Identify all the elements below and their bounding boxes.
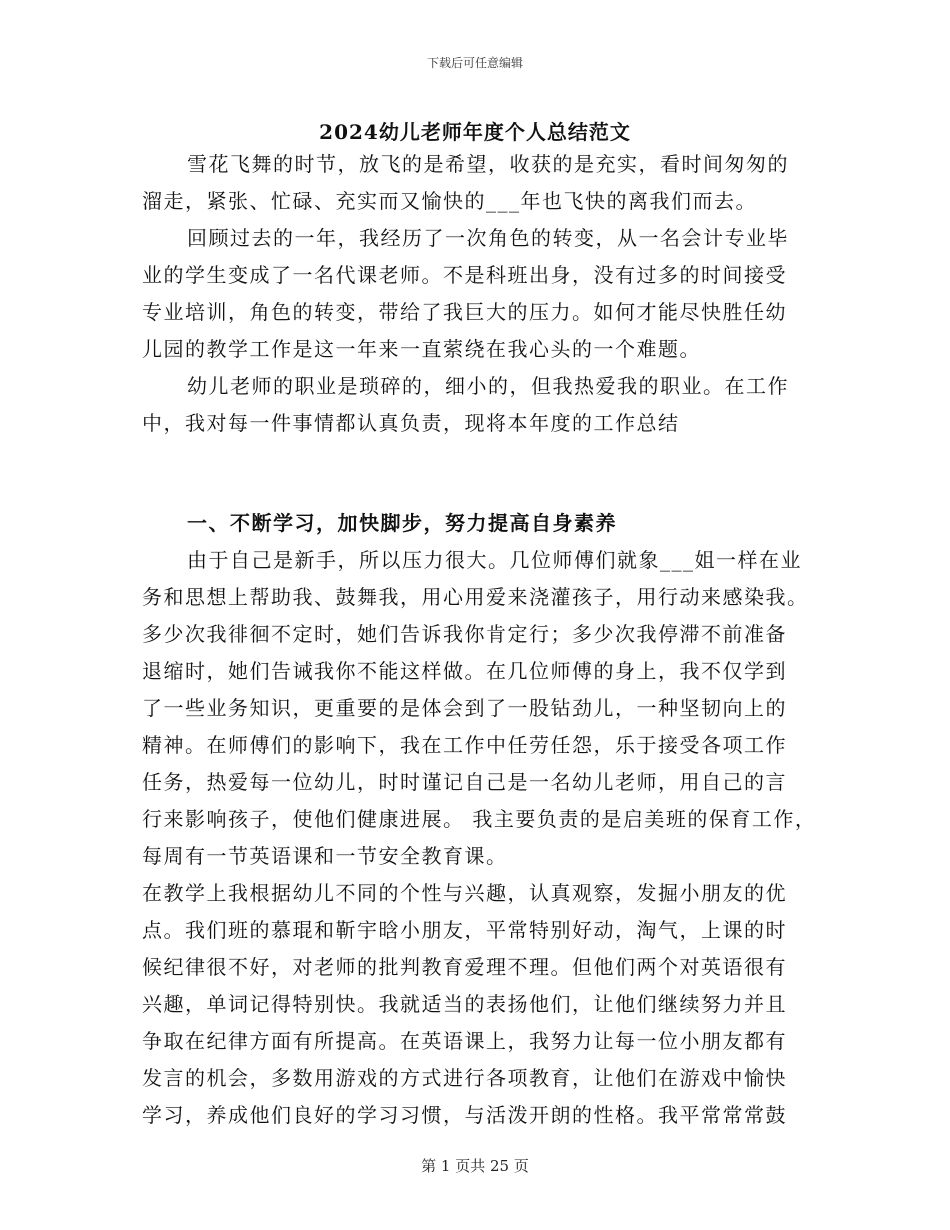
paragraph-line: 业的学生变成了一名代课老师。不是科班出身，没有过多的时间接受: [142, 263, 787, 287]
paragraph-line: 发言的机会，多数用游戏的方式进行各项教育，让他们在游戏中愉快: [142, 1066, 787, 1090]
paragraph-line: 退缩时，她们告诫我你不能这样做。在几位师傅的身上，我不仅学到: [142, 659, 787, 683]
paragraph-line: 兴趣，单词记得特别快。我就适当的表扬他们，让他们继续努力并且: [142, 992, 787, 1016]
blank-line: [142, 442, 814, 479]
paragraph-line: 雪花飞舞的时节，放飞的是希望，收获的是充实，看时间匆匆的: [187, 152, 789, 176]
paragraph-line: 专业培训，角色的转变，带给了我巨大的压力。如何才能尽快胜任幼: [142, 300, 787, 324]
paragraph-line: 幼儿老师的职业是琐碎的，细小的，但我热爱我的职业。在工作: [187, 374, 789, 398]
paragraph-line: 学习，养成他们良好的学习习惯，与活泼开朗的性格。我平常常常鼓: [142, 1103, 787, 1127]
paragraph-line: 精神。在师傅们的影响下，我在工作中任劳任怨，乐于接受各项工作: [142, 733, 787, 757]
document-body: [142, 146, 817, 1134]
paragraph-line: 了一些业务知识，更重要的是体会到了一股钻劲儿，一种坚韧向上的: [142, 696, 787, 720]
paragraph-line: 行来影响孩子，使他们健康进展。 我主要负责的是启美班的保育工作，: [142, 807, 817, 831]
paragraph-line: 儿园的教学工作是这一年来一直萦绕在我心头的一个难题。: [142, 337, 701, 361]
paragraph-line: 由于自己是新手，所以压力很大。几位师傅们就象___姐一样在业: [187, 548, 802, 572]
paragraph-line: 争取在纪律方面有所提高。在英语课上，我努力让每一位小朋友都有: [142, 1029, 787, 1053]
page-footer-number: 第 1 页共 25 页: [421, 1157, 529, 1175]
paragraph-line: 每周有一节英语课和一节安全教育课。: [142, 844, 508, 868]
paragraph-line: 点。我们班的慕琨和靳宇晗小朋友，平常特别好动，淘气，上课的时: [142, 918, 787, 942]
paragraph-line: 在教学上我根据幼儿不同的个性与兴趣，认真观察，发掘小朋友的优: [142, 881, 787, 905]
paragraph-line: 溜走，紧张、忙碌、充实而又愉快的___年也飞快的离我们而去。: [142, 189, 757, 213]
paragraph-line: 任务，热爱每一位幼儿，时时谨记自己是一名幼儿老师，用自己的言: [142, 770, 787, 794]
paragraph-line: 候纪律很不好，对老师的批判教育爱理不理。但他们两个对英语很有: [142, 955, 787, 979]
paragraph-line: 回顾过去的一年，我经历了一次角色的转变，从一名会计专业毕: [187, 226, 789, 250]
paragraph-line: 务和思想上帮助我、鼓舞我，用心用爱来浇灌孩子，用行动来感染我。: [142, 585, 809, 609]
paragraph-line: 中，我对每一件事情都认真负责，现将本年度的工作总结: [142, 411, 680, 435]
document-title: 2024幼儿老师年度个人总结范文: [319, 120, 631, 144]
paragraph-line: 多少次我徘徊不定时，她们告诉我你肯定行；多少次我停滞不前准备: [142, 622, 787, 646]
section-heading: 一、不断学习，加快脚步，努力提高自身素养: [187, 511, 617, 535]
page-header-note: 下载后可任意编辑: [426, 56, 523, 70]
